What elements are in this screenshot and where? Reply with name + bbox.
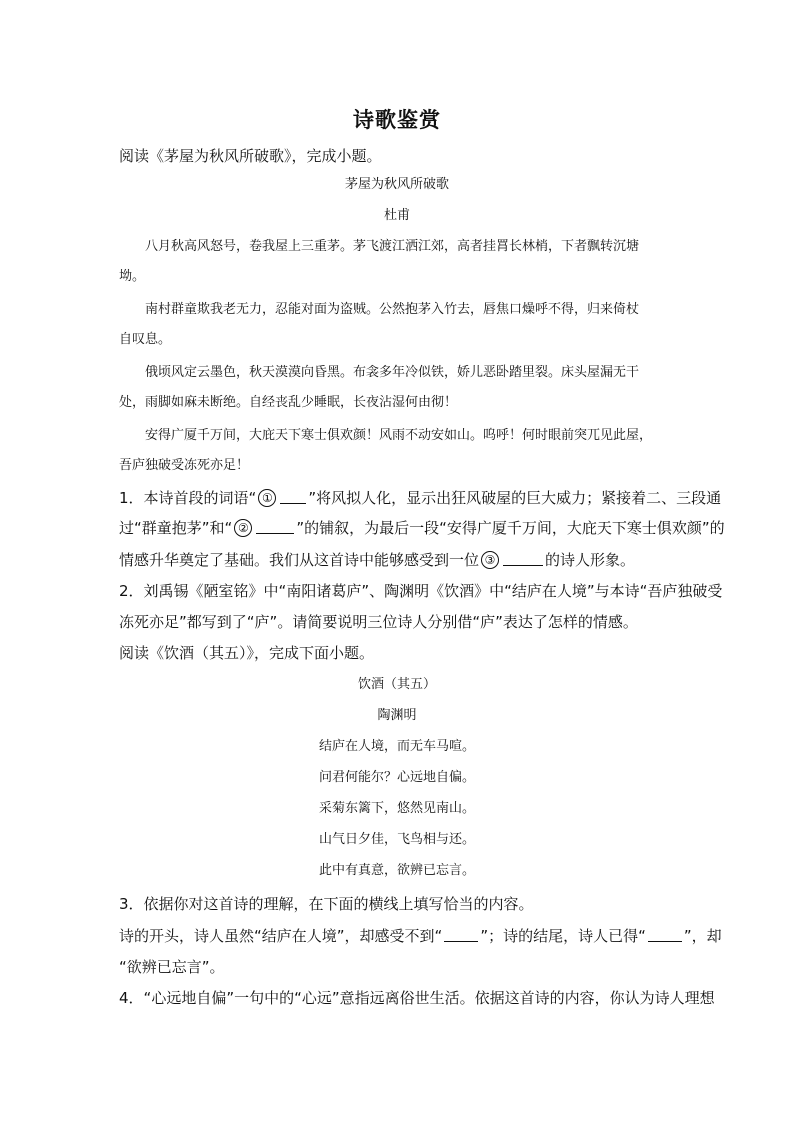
answer-blank-1[interactable] — [280, 489, 306, 504]
question-1-line-2 — [119, 518, 725, 538]
section1-intro: 阅读《茅屋为秋风所破歌》，完成小题。 — [119, 147, 382, 165]
poem2-author: 陶渊明 — [377, 708, 417, 723]
poem1-author: 杜甫 — [383, 208, 410, 223]
question-3-line-1: 3．依据你对这首诗的理解，在下面的横线上填写恰当的内容。 — [119, 895, 534, 913]
poem2-line: 问君何能尔？心远地自偏。 — [318, 770, 475, 785]
question-2-line-1: 2．刘禹锡《陋室铭》中“南阳诸葛庐”、陶渊明《饮酒》中“结庐在人境”与本诗“吾庐独破受 — [119, 582, 723, 600]
poem2-title: 饮酒（其五） — [357, 677, 436, 692]
answer-blank-4[interactable] — [444, 927, 478, 942]
question-3-line-2 — [119, 926, 722, 946]
q1-text: 1．本诗首段的词语“ — [119, 489, 257, 507]
q1-text: ”将风拟人化，显示出狂风破屋的巨大威力；紧接着二、三段通 — [308, 489, 722, 507]
poem1-line: 俄顷风定云墨色，秋天漠漠向昏黑。布衾多年冷似铁，娇儿恶卧踏里裂。床头屋漏无干 — [145, 365, 640, 380]
page-title: 诗歌鉴赏 — [353, 108, 441, 132]
q1-text: 过“群童抱茅”和“ — [119, 519, 233, 537]
question-3-line-3: “欲辨已忘言”。 — [119, 958, 225, 976]
q3-text: ”；诗的结尾，诗人已得“ — [480, 927, 646, 945]
question-1-line-3 — [119, 550, 679, 570]
poem1-line: 安得广厦千万间，大庇天下寒士俱欢颜！风雨不动安如山。呜呼！何时眼前突兀见此屋， — [145, 428, 653, 443]
q1-text: 的诗人形象。 — [545, 551, 636, 569]
blank-marker-2: ② — [234, 519, 252, 537]
poem2-line: 结庐在人境，而无车马喧。 — [318, 739, 475, 754]
poem1-line: 吾庐独破受冻死亦足！ — [119, 458, 250, 473]
q3-text: ”，却 — [683, 927, 722, 945]
poem2-line: 山气日夕佳，飞鸟相与还。 — [318, 832, 475, 847]
poem1-line: 八月秋高风怒号，卷我屋上三重茅。茅飞渡江洒江郊，高者挂罥长林梢，下者飘转沉塘 — [145, 239, 640, 254]
q1-text: ”的铺叙，为最后一段“安得广厦千万间，大庇天下寒士俱欢颜”的 — [296, 519, 725, 537]
question-4-line-1: 4．“心远地自偏”一句中的“心远”意指远离俗世生活。依据这首诗的内容，你认为诗人理想 — [119, 989, 715, 1007]
answer-blank-3[interactable] — [503, 551, 543, 566]
poem1-line: 自叹息。 — [119, 332, 172, 347]
q1-text: 情感升华奠定了基础。我们从这首诗中能够感受到一位 — [119, 551, 480, 569]
answer-blank-5[interactable] — [648, 927, 682, 942]
q3-text: 诗的开头，诗人虽然“结庐在人境”，却感受不到“ — [119, 927, 443, 945]
question-2-line-2: 冻死亦足”都写到了“庐”。请简要说明三位诗人分别借“庐”表达了怎样的情感。 — [119, 613, 638, 631]
poem1-line: 坳。 — [119, 269, 146, 284]
poem1-line: 南村群童欺我老无力，忍能对面为盗贼。公然抱茅入竹去，唇焦口燥呼不得，归来倚杖 — [145, 302, 640, 317]
poem2-line: 此中有真意，欲辨已忘言。 — [318, 863, 475, 878]
blank-marker-1: ① — [258, 489, 276, 507]
blank-marker-3: ③ — [481, 551, 499, 569]
answer-blank-2[interactable] — [256, 519, 294, 534]
question-1-line-1 — [119, 488, 722, 508]
poem2-line: 采菊东篱下，悠然见南山。 — [318, 801, 475, 816]
poem1-title: 茅屋为秋风所破歌 — [344, 177, 449, 192]
poem1-line: 处，雨脚如麻未断绝。自经丧乱少睡眠，长夜沾湿何由彻！ — [119, 395, 458, 410]
section2-intro: 阅读《饮酒（其五）》，完成下面小题。 — [119, 644, 375, 662]
